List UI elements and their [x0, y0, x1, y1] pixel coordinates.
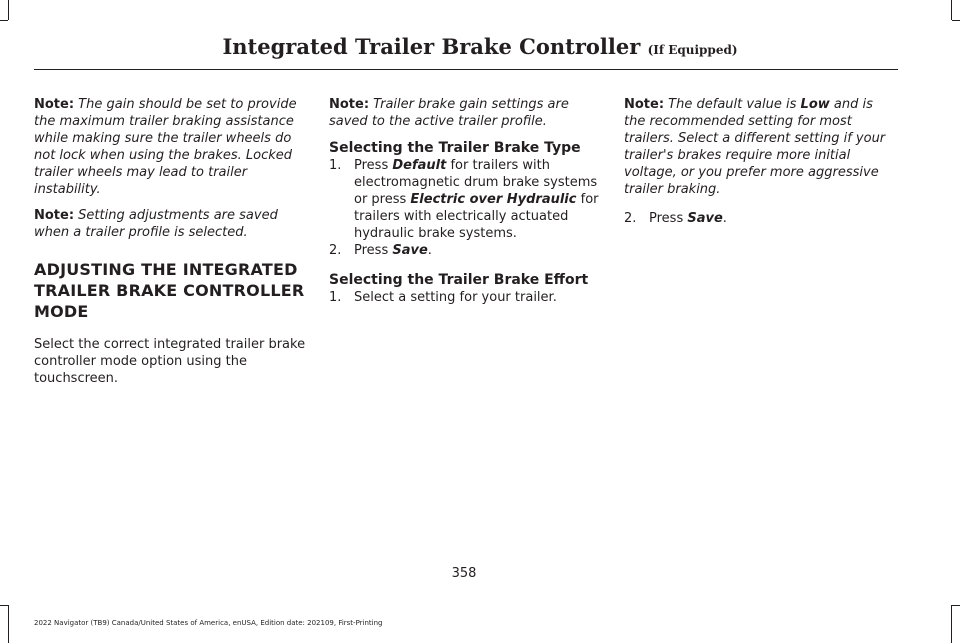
- crop-mark: [951, 0, 952, 20]
- footer-edition: 2022 Navigator (TB9) Canada/United States of America, enUSA, Edition date: 202109, First-Printing: [34, 619, 383, 627]
- header-rule: [34, 69, 898, 70]
- crop-mark: [952, 605, 960, 606]
- note-gain: [34, 96, 306, 198]
- note-label: Note:: [624, 97, 665, 112]
- note-saved: [34, 207, 306, 241]
- crop-mark: [952, 20, 960, 21]
- body-paragraph: Select the correct integrated trailer brake controller mode option using the touchscreen.: [34, 337, 306, 386]
- column-2: [329, 96, 601, 306]
- column-1: [34, 96, 306, 396]
- crop-mark: [951, 605, 952, 643]
- note-label: Note:: [34, 208, 75, 223]
- list-item: [329, 242, 601, 259]
- step-text: Press: [354, 158, 393, 173]
- step-text: Press: [649, 211, 688, 226]
- column-3: [624, 96, 896, 227]
- list-item: [329, 289, 601, 306]
- option-default: Default: [392, 158, 447, 173]
- subheading-brake-effort: Selecting the Trailer Brake Effort: [329, 272, 589, 288]
- note-text: The gain should be set to provide the maximum trailer braking assistance while making sure the trailer wheels do not lock when using the brakes. Locked trailer wheels may lead to trailer instability.: [34, 97, 297, 197]
- note-text: Trailer brake gain settings are saved to the active trailer profile.: [329, 97, 569, 129]
- step-number: 1.: [329, 290, 342, 305]
- step-text: for trailers with electromagnetic drum brake systems or press: [354, 158, 598, 207]
- step-text: Select a setting for your trailer.: [354, 290, 557, 305]
- option-save: Save: [687, 211, 723, 226]
- option-electric-over-hydraulic: Electric over Hydraulic: [410, 192, 577, 207]
- crop-mark: [0, 20, 8, 21]
- step-text: .: [722, 211, 727, 226]
- subheading-brake-type: Selecting the Trailer Brake Type: [329, 140, 581, 156]
- page-number: 358: [451, 566, 477, 581]
- step-number: 1.: [329, 158, 342, 173]
- step-text: for trailers with electrically actuated hydraulic brake systems.: [354, 192, 599, 241]
- page-title-text: Integrated Trailer Brake Controller: [222, 34, 641, 59]
- note-default-value: [624, 96, 896, 198]
- option-save: Save: [392, 243, 428, 258]
- step-text: Press: [354, 243, 393, 258]
- note-label: Note:: [34, 97, 75, 112]
- step-text: .: [427, 243, 432, 258]
- section-heading: ADJUSTING THE INTEGRATED TRAILER BRAKE CONTROLLER MODE: [34, 260, 305, 321]
- crop-mark: [0, 605, 8, 606]
- list-item: [624, 210, 896, 227]
- note-text: and is the recommended setting for most trailers. Select a different setting if your trailer's brakes require more initial voltage, or you prefer more aggressive trailer braking.: [624, 97, 886, 197]
- page-title-subtitle: (If Equipped): [647, 43, 738, 57]
- note-label: Note:: [329, 97, 370, 112]
- step-number: 2.: [624, 211, 637, 226]
- value-low: Low: [800, 97, 830, 112]
- note-gain-settings: [329, 96, 601, 130]
- page-title: [0, 34, 960, 59]
- step-number: 2.: [329, 243, 342, 258]
- crop-mark: [8, 0, 9, 20]
- note-text: The default value is: [664, 97, 801, 112]
- crop-mark: [8, 605, 9, 643]
- note-text: Setting adjustments are saved when a trailer profile is selected.: [34, 208, 278, 240]
- list-item: [329, 157, 601, 242]
